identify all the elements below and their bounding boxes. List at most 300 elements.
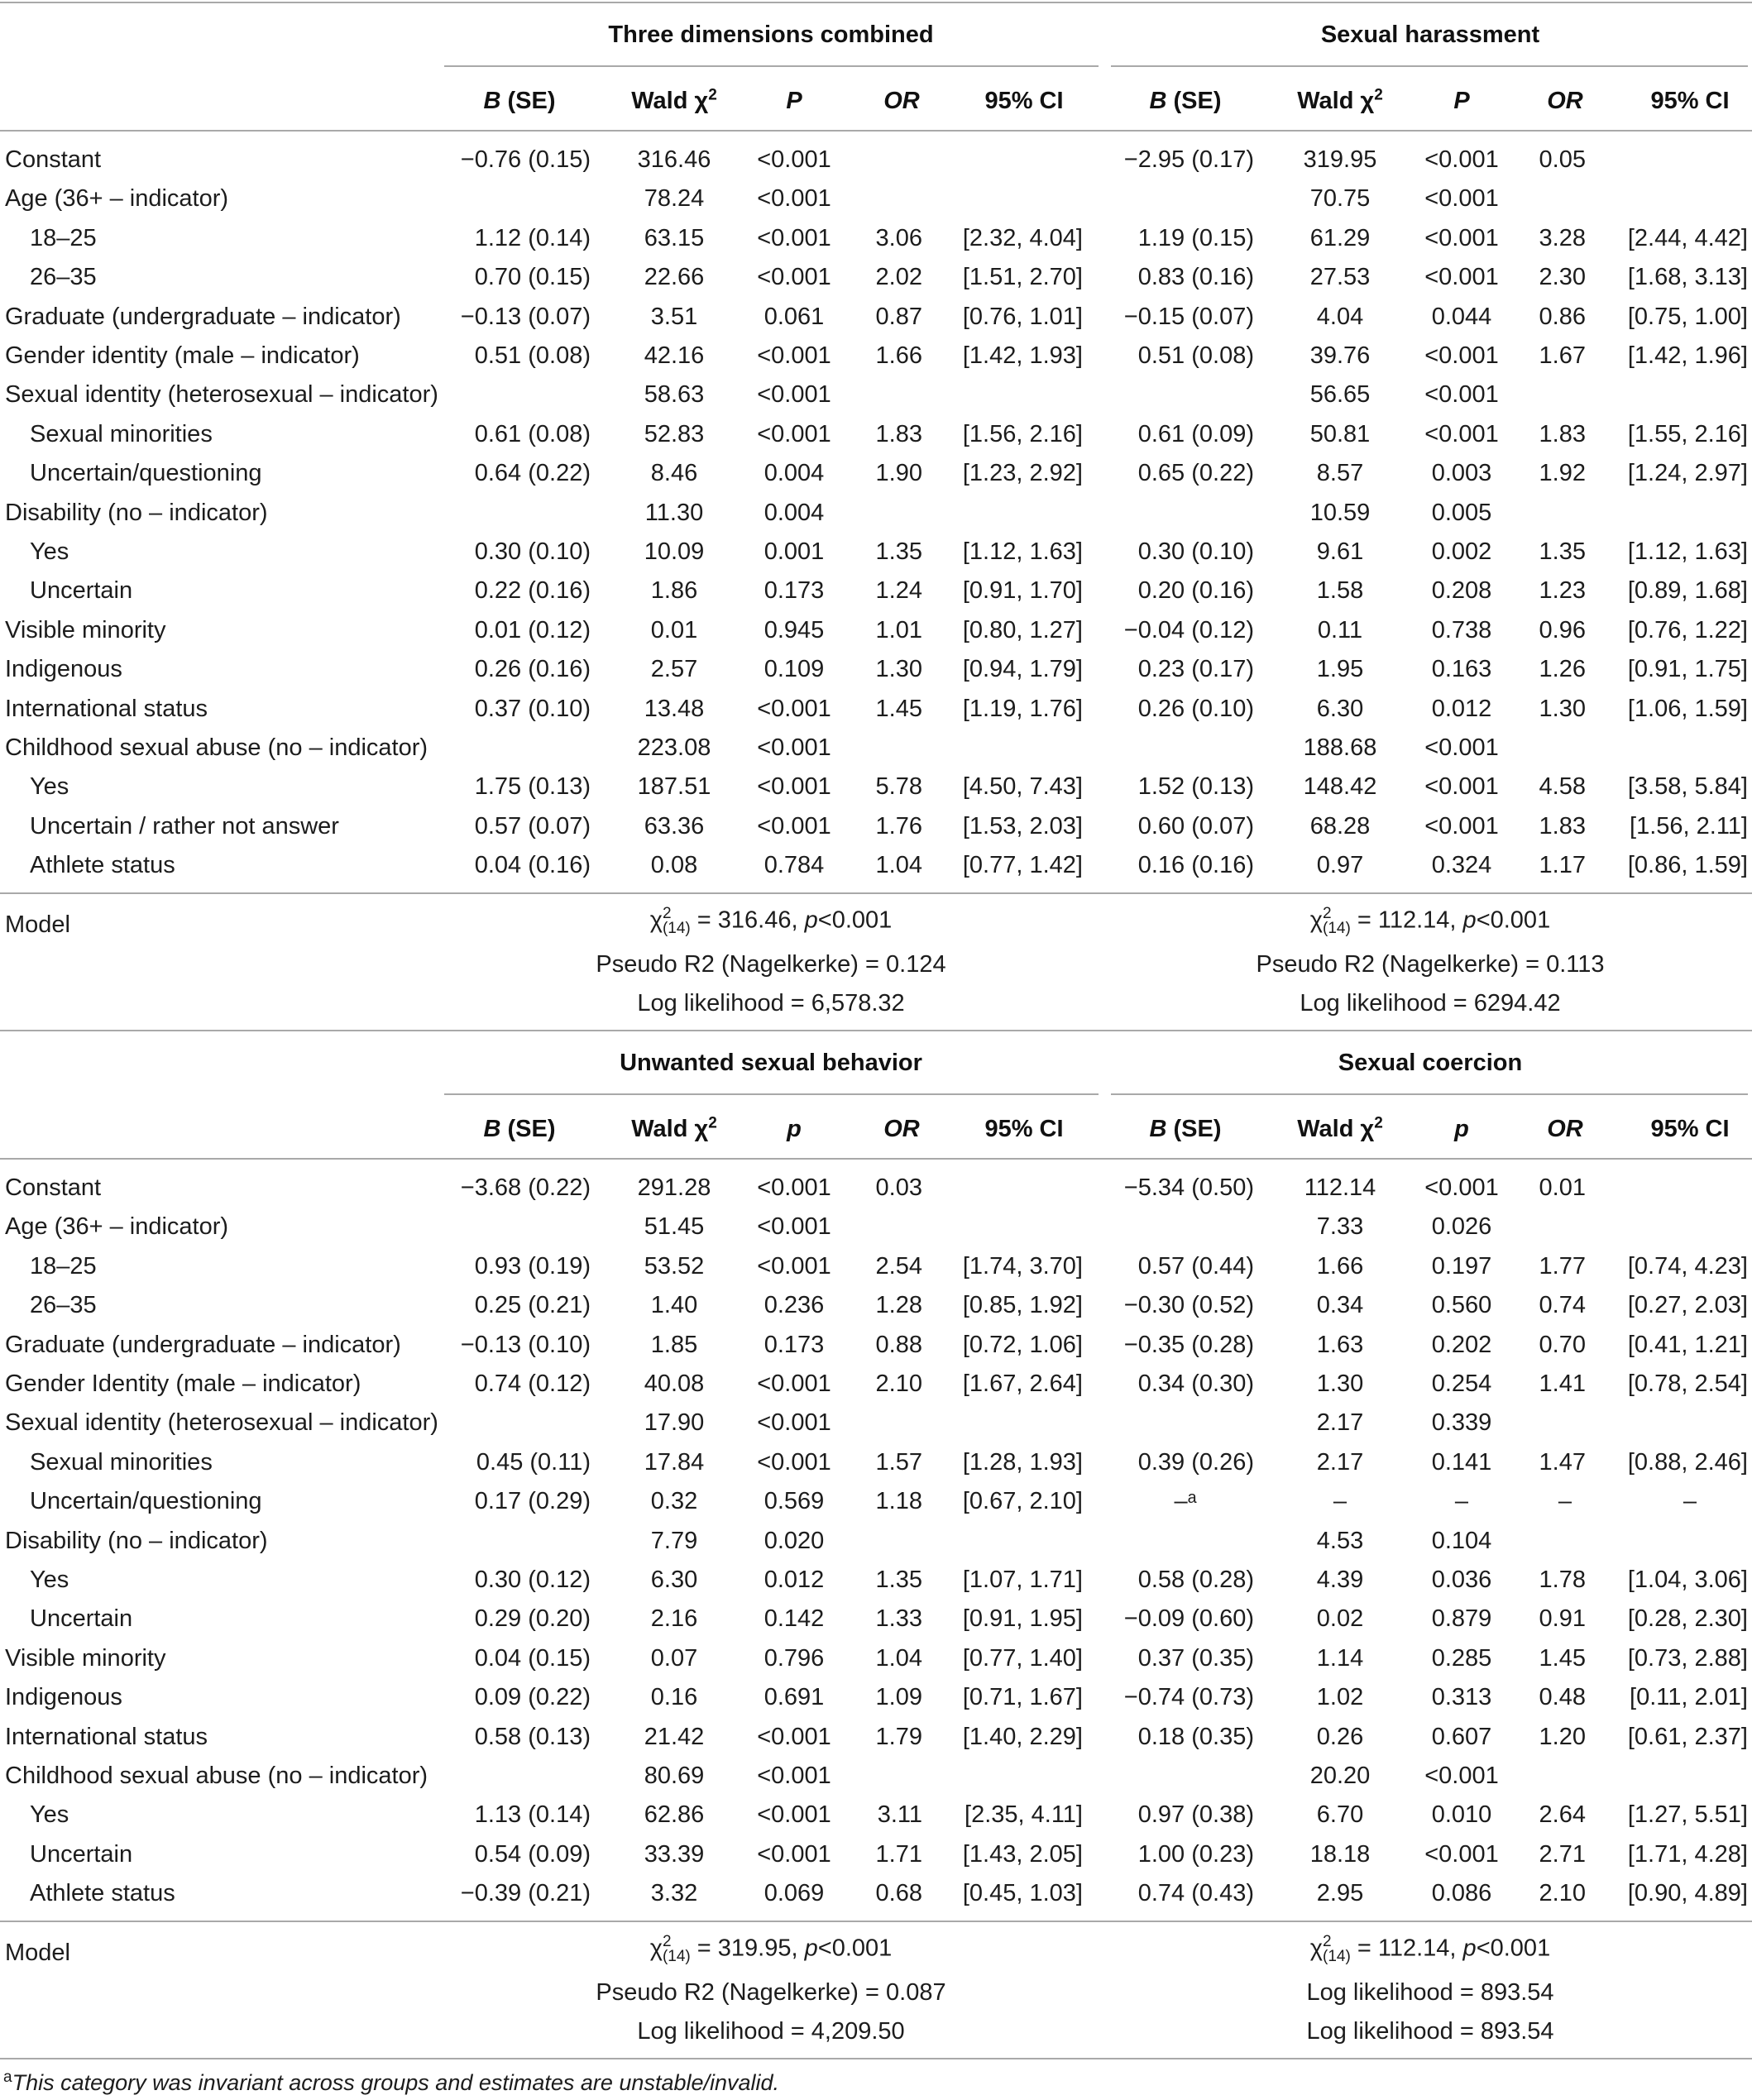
table-cell: 0.004 <box>764 460 825 487</box>
table-cell: 0.04 (0.16) <box>474 852 591 879</box>
table-cell: 0.012 <box>1431 695 1492 722</box>
table-cell: 0.173 <box>764 577 825 605</box>
table-cell: 0.30 (0.10) <box>474 538 591 565</box>
table-cell: −0.30 (0.52) <box>1123 1292 1254 1319</box>
model-stat-line: Pseudo R2 (Nagelkerke) = 0.113 <box>1256 950 1605 978</box>
table-cell: 0.60 (0.07) <box>1137 812 1254 840</box>
model-stat-line <box>650 1935 893 1964</box>
model-stat-line: Log likelihood = 893.54 <box>1306 2018 1554 2045</box>
row-label: Sexual identity (heterosexual – indicator) <box>5 381 438 409</box>
table-cell: 0.54 (0.09) <box>474 1840 591 1868</box>
table-cell: 70.75 <box>1309 185 1371 213</box>
table-cell: 22.66 <box>644 264 705 291</box>
table-cell: 0.26 (0.16) <box>474 656 591 683</box>
table-cell: 0.197 <box>1431 1252 1492 1280</box>
table-cell: 1.26 <box>1539 656 1586 683</box>
chi-script-stack <box>663 906 691 936</box>
table-cell: 1.14 <box>1316 1644 1364 1672</box>
table-cell: 1.78 <box>1539 1567 1586 1593</box>
table-cell: 0.784 <box>764 852 825 879</box>
table-cell: 112.14 <box>1304 1174 1376 1201</box>
table-cell: 3.11 <box>877 1801 922 1829</box>
row-label: Yes <box>30 538 69 565</box>
model-stat-line: Pseudo R2 (Nagelkerke) = 0.087 <box>596 1978 946 2006</box>
table-cell: 51.45 <box>644 1213 705 1241</box>
table-cell: 2.71 <box>1539 1840 1586 1868</box>
table-cell: 5.78 <box>875 773 922 801</box>
table-cell: 1.23 <box>1539 577 1586 605</box>
chi-value: = 316.46, <box>690 906 805 934</box>
column-header <box>483 89 555 113</box>
table-cell: 0.25 (0.21) <box>474 1292 591 1319</box>
table-cell: −0.13 (0.10) <box>460 1331 591 1358</box>
column-header <box>1149 1117 1221 1141</box>
table-cell: 1.77 <box>1539 1252 1586 1280</box>
table-cell: 0.01 (0.12) <box>474 616 591 643</box>
table-cell: 1.35 <box>875 1567 922 1593</box>
panel-top-rule <box>0 2 1752 3</box>
table-cell: 18.18 <box>1309 1840 1371 1868</box>
column-header <box>1547 89 1583 113</box>
chi-script-stack <box>1323 906 1351 936</box>
row-label: Childhood sexual abuse (no – indicator) <box>5 1763 428 1789</box>
table-cell: 0.96 <box>1539 616 1586 643</box>
table-cell: 1.66 <box>875 342 922 369</box>
table-cell: <0.001 <box>1424 773 1499 801</box>
table-cell: 56.65 <box>1309 381 1371 409</box>
table-cell: 9.61 <box>1316 538 1364 565</box>
footnote-marker: a <box>3 2069 12 2086</box>
table-cell: <0.001 <box>1424 734 1499 761</box>
group-header-rule <box>1111 1093 1748 1095</box>
table-cell: <0.001 <box>757 1840 831 1868</box>
table-cell: 0.87 <box>875 303 922 330</box>
model-section-rule <box>0 1921 1752 1922</box>
table-cell: <0.001 <box>1424 1840 1499 1868</box>
table-cell: 0.012 <box>764 1567 825 1593</box>
table-cell: 0.796 <box>764 1644 825 1672</box>
table-cell: <0.001 <box>1424 420 1499 447</box>
table-cell: −0.74 (0.73) <box>1123 1684 1254 1711</box>
table-cell: 52.83 <box>644 420 705 447</box>
table-cell: [1.40, 2.29] <box>962 1723 1083 1750</box>
group-header: Unwanted sexual behavior <box>620 1050 922 1076</box>
table-cell: 0.83 (0.16) <box>1137 264 1254 291</box>
table-cell: 0.01 <box>1539 1174 1586 1201</box>
p-symbol: p <box>804 906 818 934</box>
table-cell: <0.001 <box>1424 812 1499 840</box>
table-cell: 0.09 (0.22) <box>474 1684 591 1711</box>
table-cell: [0.67, 2.10] <box>962 1488 1083 1515</box>
table-cell: 6.70 <box>1316 1801 1364 1829</box>
table-cell: [0.77, 1.42] <box>962 852 1083 879</box>
table-cell: 62.86 <box>644 1801 705 1829</box>
table-cell: <0.001 <box>757 1174 831 1201</box>
table-cell: 20.20 <box>1309 1763 1371 1789</box>
table-cell: 0.32 <box>650 1488 698 1515</box>
table-cell: – <box>1454 1488 1469 1515</box>
table-cell: 0.61 (0.09) <box>1137 420 1254 447</box>
table-cell: <0.001 <box>757 734 831 761</box>
chi-subscript: (14) <box>1323 1948 1351 1966</box>
table-cell: 2.17 <box>1316 1409 1364 1437</box>
table-cell: <0.001 <box>1424 224 1499 251</box>
table-cell: <0.001 <box>757 1723 831 1750</box>
table-cell: 0.020 <box>764 1527 825 1554</box>
table-cell: 188.68 <box>1303 734 1377 761</box>
table-cell: 0.945 <box>764 616 825 643</box>
table-cell: 1.83 <box>875 420 922 447</box>
table-cell: 53.52 <box>644 1252 705 1280</box>
chi-square-symbol: χ <box>649 1935 663 1962</box>
table-cell: – <box>1558 1488 1572 1515</box>
table-cell: 0.65 (0.22) <box>1137 460 1254 487</box>
table-cell: 1.41 <box>1539 1371 1586 1397</box>
table-cell: 2.57 <box>650 656 698 683</box>
column-header <box>1454 1117 1469 1141</box>
table-cell: [0.41, 1.21] <box>1627 1331 1748 1358</box>
table-cell: 2.17 <box>1316 1448 1364 1476</box>
table-cell: 0.141 <box>1431 1448 1492 1476</box>
table-cell: <0.001 <box>757 695 831 722</box>
table-cell: 0.738 <box>1431 616 1492 643</box>
table-cell: 1.35 <box>1539 538 1586 565</box>
group-header: Sexual harassment <box>1320 22 1540 48</box>
column-header-main: 95% CI <box>1650 88 1730 114</box>
table-cell: 1.13 (0.14) <box>474 1801 591 1829</box>
table-cell: [0.74, 4.23] <box>1627 1252 1748 1280</box>
table-cell: 1.33 <box>875 1605 922 1633</box>
row-label: Visible minority <box>5 1644 166 1672</box>
table-cell: 0.109 <box>764 656 825 683</box>
table-cell: 291.28 <box>637 1174 711 1201</box>
table-cell: 0.30 (0.12) <box>474 1567 591 1593</box>
table-cell: 58.63 <box>644 381 705 409</box>
column-header <box>631 86 717 114</box>
table-cell: 4.04 <box>1316 303 1364 330</box>
table-cell: [0.75, 1.00] <box>1627 303 1748 330</box>
table-cell: [1.23, 2.92] <box>962 460 1083 487</box>
table-cell: 0.16 <box>650 1684 698 1711</box>
table-cell: 1.92 <box>1539 460 1586 487</box>
table-cell: [1.12, 1.63] <box>962 538 1083 565</box>
table-cell: 0.691 <box>764 1684 825 1711</box>
table-cell: 1.30 <box>1316 1371 1364 1397</box>
column-header <box>1297 1114 1383 1142</box>
table-cell: 1.40 <box>650 1292 698 1319</box>
table-cell: 1.71 <box>875 1840 922 1868</box>
table-cell: 1.47 <box>1539 1448 1586 1476</box>
table-cell: 2.54 <box>875 1252 922 1280</box>
row-label: Disability (no – indicator) <box>5 499 268 526</box>
table-cell: 1.19 (0.15) <box>1137 224 1254 251</box>
chi-value: = 112.14, <box>1350 906 1463 934</box>
panel-top-rule <box>0 1030 1752 1031</box>
row-label: Yes <box>30 1801 69 1829</box>
table-cell: 0.57 (0.07) <box>474 812 591 840</box>
row-label: Age (36+ – indicator) <box>5 185 229 213</box>
table-cell: <0.001 <box>757 264 831 291</box>
table-cell: −0.09 (0.60) <box>1123 1605 1254 1633</box>
table-cell: [0.61, 2.37] <box>1627 1723 1748 1750</box>
table-cell: −0.13 (0.07) <box>460 303 591 330</box>
column-header-main: P <box>786 88 802 114</box>
column-header-main: OR <box>1547 88 1583 114</box>
table-cell: [2.44, 4.42] <box>1627 224 1748 251</box>
row-label: Sexual minorities <box>30 420 213 447</box>
model-stat-line <box>1310 906 1550 936</box>
column-header-main: p <box>787 1116 802 1142</box>
table-cell: 0.23 (0.17) <box>1137 656 1254 683</box>
column-header <box>787 1117 802 1141</box>
table-cell: 0.236 <box>764 1292 825 1319</box>
table-cell: <0.001 <box>757 812 831 840</box>
table-cell: 148.42 <box>1303 773 1377 801</box>
table-cell: 2.64 <box>1539 1801 1586 1829</box>
p-symbol: p <box>1462 906 1477 934</box>
table-cell: 2.30 <box>1539 264 1586 291</box>
table-cell: 63.15 <box>644 224 705 251</box>
table-cell: 0.74 (0.43) <box>1137 1880 1254 1907</box>
table-cell: 10.59 <box>1309 499 1371 526</box>
table-cell: 2.95 <box>1316 1880 1364 1907</box>
table-cell: 1.63 <box>1316 1331 1364 1358</box>
row-label: Graduate (undergraduate – indicator) <box>5 303 401 330</box>
table-cell: 3.06 <box>875 224 922 251</box>
table-cell: <0.001 <box>757 1448 831 1476</box>
table-cell: [0.91, 1.75] <box>1627 656 1748 683</box>
p-value: <0.001 <box>1476 906 1551 934</box>
table-cell: 1.85 <box>650 1331 698 1358</box>
table-cell: 6.30 <box>650 1567 698 1593</box>
table-cell: 0.086 <box>1431 1880 1492 1907</box>
chi-superscript: 2 <box>1323 1933 1332 1951</box>
table-cell: 0.002 <box>1431 538 1492 565</box>
table-cell: 0.70 <box>1539 1331 1586 1358</box>
table-cell: [0.86, 1.59] <box>1627 852 1748 879</box>
table-cell: 0.86 <box>1539 303 1586 330</box>
row-label: International status <box>5 1723 208 1750</box>
table-cell: [3.58, 5.84] <box>1627 773 1748 801</box>
table-cell: 0.45 (0.11) <box>476 1448 591 1476</box>
group-header: Three dimensions combined <box>608 22 934 48</box>
table-cell: 0.003 <box>1431 460 1492 487</box>
column-header-main: B <box>1149 1116 1167 1142</box>
column-header-main: B <box>483 1116 501 1142</box>
chi-subscript: (14) <box>1323 920 1351 938</box>
row-label: Gender Identity (male – indicator) <box>5 1371 361 1397</box>
table-cell: 0.68 <box>875 1880 922 1907</box>
table-cell: 1.45 <box>1539 1644 1586 1672</box>
table-cell: <0.001 <box>757 1371 831 1397</box>
table-cell: [1.42, 1.93] <box>962 342 1083 369</box>
column-header-main: OR <box>883 88 920 114</box>
table-cell: [0.76, 1.22] <box>1627 616 1748 643</box>
table-cell: 0.03 <box>875 1174 922 1201</box>
p-symbol: p <box>1462 1935 1477 1962</box>
table-cell: −0.39 (0.21) <box>460 1880 591 1907</box>
column-header-rule <box>0 1158 1752 1160</box>
table-cell: −3.68 (0.22) <box>460 1174 591 1201</box>
table-cell: 0.163 <box>1431 656 1492 683</box>
table-cell: <0.001 <box>757 146 831 173</box>
model-label: Model <box>5 1940 70 1967</box>
table-cell: [1.56, 2.16] <box>962 420 1083 447</box>
table-cell: 0.29 (0.20) <box>474 1605 591 1633</box>
table-cell: [1.74, 3.70] <box>962 1252 1083 1280</box>
table-cell: 11.30 <box>644 499 704 526</box>
model-stat-line: Log likelihood = 6,578.32 <box>637 990 905 1017</box>
table-cell: 0.70 (0.15) <box>474 264 591 291</box>
table-cell: [1.27, 5.51] <box>1627 1801 1748 1829</box>
table-cell: 1.20 <box>1539 1723 1586 1750</box>
table-cell: [0.91, 1.70] <box>962 577 1083 605</box>
row-label: Uncertain <box>30 1605 133 1633</box>
table-cell: [0.11, 2.01] <box>1630 1684 1748 1711</box>
column-header-main: Wald χ <box>631 1116 709 1142</box>
row-label: Age (36+ – indicator) <box>5 1213 229 1241</box>
table-cell: 1.79 <box>875 1723 922 1750</box>
table-cell: [0.45, 1.03] <box>962 1880 1083 1907</box>
table-cell: 0.202 <box>1431 1331 1492 1358</box>
table-cell: 1.04 <box>875 1644 922 1672</box>
table-cell: 0.104 <box>1431 1527 1492 1554</box>
table-cell: [0.76, 1.01] <box>962 303 1083 330</box>
table-cell: [1.71, 4.28] <box>1627 1840 1748 1868</box>
table-cell: 0.57 (0.44) <box>1137 1252 1254 1280</box>
chi-square-symbol: χ <box>1309 1935 1324 1962</box>
table-cell: 7.33 <box>1316 1213 1364 1241</box>
table-cell: 0.285 <box>1431 1644 1492 1672</box>
table-cell: 0.061 <box>764 303 825 330</box>
p-value: <0.001 <box>817 906 893 934</box>
column-header <box>483 1117 555 1141</box>
model-section-rule <box>0 892 1752 894</box>
column-header-main: P <box>1453 88 1470 114</box>
table-cell: 4.58 <box>1539 773 1586 801</box>
row-label: Constant <box>5 146 102 173</box>
table-cell: 0.069 <box>764 1880 825 1907</box>
table-cell: 1.67 <box>1539 342 1586 369</box>
row-label: Uncertain <box>30 1840 133 1868</box>
table-cell: 0.324 <box>1431 852 1492 879</box>
table-cell: – <box>1333 1488 1348 1515</box>
row-label: Constant <box>5 1174 102 1201</box>
table-cell: 1.09 <box>875 1684 922 1711</box>
table-cell: 63.36 <box>644 812 705 840</box>
table-cell: [0.91, 1.95] <box>962 1605 1083 1633</box>
table-cell: 0.74 <box>1539 1292 1586 1319</box>
table-cell: 0.01 <box>650 616 698 643</box>
row-label: Indigenous <box>5 656 122 683</box>
table-cell: 1.28 <box>875 1292 922 1319</box>
table-cell: 1.30 <box>1539 695 1586 722</box>
column-header-superscript: 2 <box>708 1114 717 1132</box>
table-cell: 1.76 <box>875 812 922 840</box>
column-header <box>1297 86 1383 114</box>
column-header <box>1453 89 1469 113</box>
table-cell: 27.53 <box>1309 264 1371 291</box>
table-cell: [4.50, 7.43] <box>962 773 1083 801</box>
model-stat-line: Pseudo R2 (Nagelkerke) = 0.124 <box>596 950 946 978</box>
table-cell: 0.26 (0.10) <box>1137 695 1254 722</box>
table-cell: 0.05 <box>1539 146 1586 173</box>
table-cell: <0.001 <box>1424 264 1499 291</box>
table-cell: – <box>1683 1488 1697 1515</box>
table-cell: 1.35 <box>875 538 922 565</box>
column-header-superscript: 2 <box>1374 86 1383 104</box>
table-cell: −2.95 (0.17) <box>1123 146 1254 173</box>
table-cell: 0.607 <box>1431 1723 1492 1750</box>
table-cell: 0.08 <box>650 852 698 879</box>
p-symbol: p <box>804 1935 818 1962</box>
table-cell: –ᵃ <box>1174 1488 1197 1515</box>
row-label: Uncertain / rather not answer <box>30 812 339 840</box>
table-cell: 0.37 (0.35) <box>1137 1644 1254 1672</box>
row-label: Childhood sexual abuse (no – indicator) <box>5 734 428 761</box>
table-cell: 1.00 (0.23) <box>1137 1840 1254 1868</box>
table-cell: [0.73, 2.88] <box>1627 1644 1748 1672</box>
table-cell: 7.79 <box>650 1527 698 1554</box>
column-header <box>1650 89 1729 113</box>
table-cell: 1.83 <box>1539 420 1586 447</box>
table-cell: 0.001 <box>764 538 825 565</box>
table-cell: 0.58 (0.28) <box>1137 1567 1254 1593</box>
column-header-rest: (SE) <box>1166 88 1222 114</box>
table-cell: 4.39 <box>1316 1567 1364 1593</box>
table-cell: 0.34 (0.30) <box>1137 1371 1254 1397</box>
table-cell: 0.313 <box>1431 1684 1492 1711</box>
table-cell: 68.28 <box>1309 812 1371 840</box>
table-cell: [1.43, 2.05] <box>962 1840 1083 1868</box>
chi-script-stack <box>1323 1935 1351 1964</box>
table-cell: 17.84 <box>644 1448 705 1476</box>
chi-square-symbol: χ <box>649 906 663 934</box>
row-label: Uncertain <box>30 577 133 605</box>
table-cell: 40.08 <box>644 1371 705 1397</box>
table-cell: 0.61 (0.08) <box>474 420 591 447</box>
table-cell: 1.52 (0.13) <box>1137 773 1254 801</box>
column-header-main: 95% CI <box>984 1116 1064 1142</box>
row-label: Visible minority <box>5 616 166 643</box>
column-header-rest: (SE) <box>500 88 556 114</box>
table-cell: [0.27, 2.03] <box>1627 1292 1748 1319</box>
table-cell: −0.76 (0.15) <box>460 146 591 173</box>
table-cell: [1.24, 2.97] <box>1627 460 1748 487</box>
table-cell: 1.24 <box>875 577 922 605</box>
column-header <box>883 89 920 113</box>
table-cell: [1.56, 2.11] <box>1630 812 1748 840</box>
table-cell: 42.16 <box>644 342 705 369</box>
p-value: <0.001 <box>817 1935 893 1962</box>
table-cell: 0.51 (0.08) <box>1137 342 1254 369</box>
table-cell: <0.001 <box>757 224 831 251</box>
table-cell: <0.001 <box>757 773 831 801</box>
table-cell: 3.32 <box>650 1880 698 1907</box>
model-stat-line: Log likelihood = 6294.42 <box>1300 990 1561 1017</box>
chi-script-stack <box>663 1935 691 1964</box>
chi-value: = 319.95, <box>690 1935 805 1962</box>
table-cell: [1.07, 1.71] <box>962 1567 1083 1593</box>
table-cell: −0.35 (0.28) <box>1123 1331 1254 1358</box>
column-header <box>1149 89 1221 113</box>
table-cell: <0.001 <box>757 381 831 409</box>
table-footnote <box>3 2070 779 2096</box>
row-label: Athlete status <box>30 1880 175 1907</box>
table-cell: [2.32, 4.04] <box>962 224 1083 251</box>
table-cell: 0.93 (0.19) <box>474 1252 591 1280</box>
group-header-rule <box>444 65 1099 67</box>
